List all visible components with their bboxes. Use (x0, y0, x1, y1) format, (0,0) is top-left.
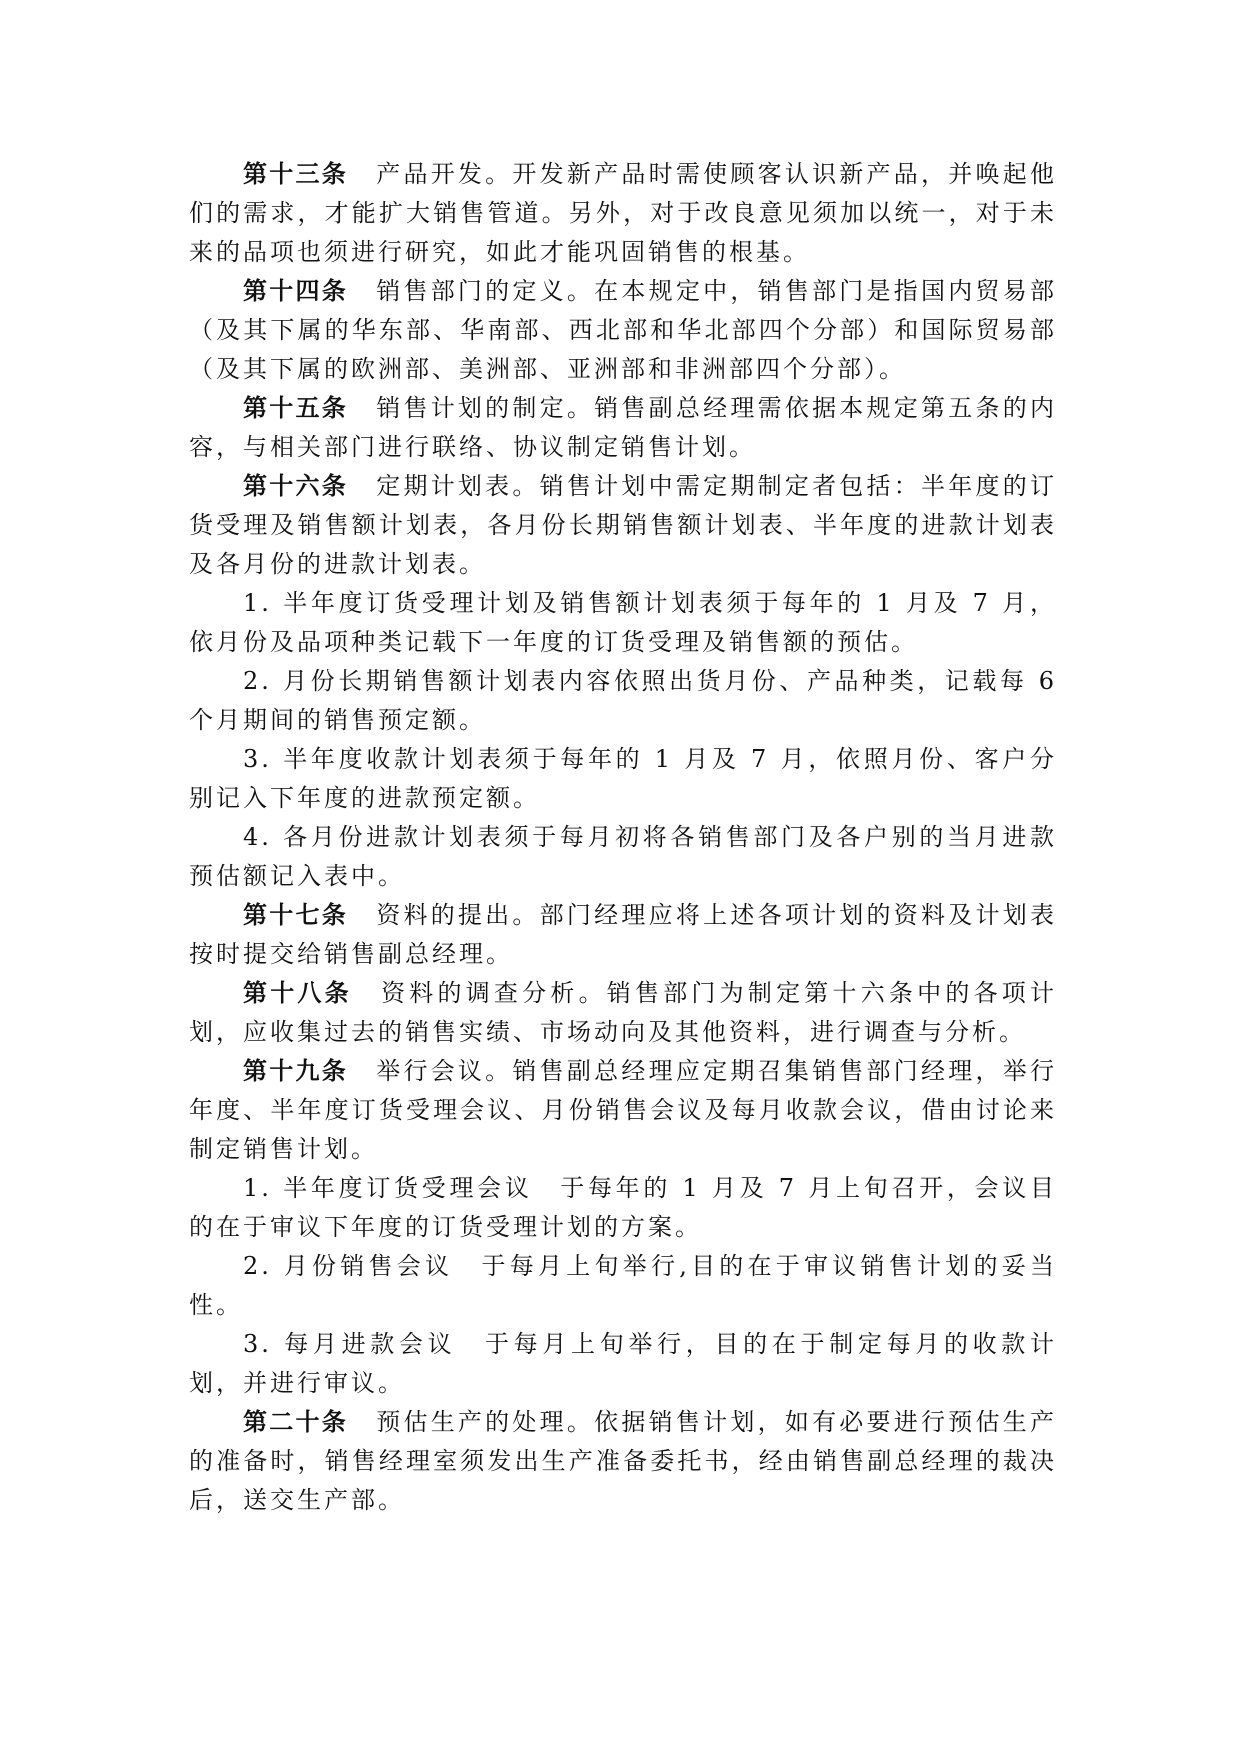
paragraph-text: 销售计划的制定。销售副总经理需依据本规定第五条的内容，与相关部门进行联络、协议制定销售计划。 (189, 394, 1058, 461)
article-number: 第十七条 (243, 901, 348, 929)
list-item-16-4 (189, 818, 1057, 896)
list-item-16-3 (189, 740, 1057, 818)
paragraph-text: 预估生产的处理。依据销售计划，如有必要进行预估生产的准备时，销售经理室须发出生产准备委托书，经由销售副总经理的裁决后，送交生产部。 (189, 1408, 1058, 1514)
paragraph-text: 1. 半年度订货受理计划及销售额计划表须于每年的 1 月及 7 月，依月份及品项种类记载下一年度的订货受理及销售额的预估。 (189, 589, 1057, 656)
paragraph-article-20 (189, 1403, 1057, 1520)
paragraph-text: 定期计划表。销售计划中需定期制定者包括：半年度的订货受理及销售额计划表，各月份长期销售额计划表、半年度的进款计划表及各月份的进款计划表。 (189, 472, 1058, 578)
paragraph-text: 销售部门的定义。在本规定中，销售部门是指国内贸易部（及其下属的华东部、华南部、西北部和华北部四个分部）和国际贸易部（及其下属的欧洲部、美洲部、亚洲部和非洲部四个分部）。 (189, 277, 1058, 383)
paragraph-article-13 (189, 155, 1057, 272)
list-item-16-2 (189, 662, 1057, 740)
paragraph-article-17 (189, 896, 1057, 974)
paragraph-article-15 (189, 389, 1057, 467)
paragraph-article-19 (189, 1052, 1057, 1169)
article-number: 第十六条 (243, 472, 348, 500)
paragraph-text: 资料的调查分析。销售部门为制定第十六条中的各项计划，应收集过去的销售实绩、市场动向及其他资料，进行调查与分析。 (189, 979, 1058, 1046)
paragraph-article-18 (189, 974, 1057, 1052)
article-number: 第十八条 (243, 979, 352, 1007)
paragraph-text: 举行会议。销售副总经理应定期召集销售部门经理，举行年度、半年度订货受理会议、月份销售会议及每月收款会议，借由讨论来制定销售计划。 (189, 1057, 1058, 1163)
article-number: 第十三条 (243, 160, 348, 188)
list-item-19-2 (189, 1247, 1057, 1325)
paragraph-text: 2. 月份销售会议 于每月上旬举行,目的在于审议销售计划的妥当性。 (189, 1252, 1057, 1319)
list-item-19-3 (189, 1325, 1057, 1403)
paragraph-text: 3. 每月进款会议 于每月上旬举行，目的在于制定每月的收款计划，并进行审议。 (189, 1330, 1057, 1397)
article-number: 第十九条 (243, 1057, 348, 1085)
paragraph-text: 产品开发。开发新产品时需使顾客认识新产品，并唤起他们的需求，才能扩大销售管道。另外，对于改良意见须加以统一，对于未来的品项也须进行研究，如此才能巩固销售的根基。 (189, 160, 1058, 266)
article-number: 第十五条 (243, 394, 348, 422)
document-body (189, 155, 1057, 1520)
paragraph-article-16 (189, 467, 1057, 584)
list-item-19-1 (189, 1169, 1057, 1247)
list-item-16-1 (189, 584, 1057, 662)
paragraph-text: 2. 月份长期销售额计划表内容依照出货月份、产品种类，记载每 6 个月期间的销售预定额。 (189, 667, 1057, 734)
article-number: 第二十条 (243, 1408, 348, 1436)
paragraph-text: 4. 各月份进款计划表须于每月初将各销售部门及各户别的当月进款预估额记入表中。 (189, 823, 1057, 890)
paragraph-text: 3. 半年度收款计划表须于每年的 1 月及 7 月，依照月份、客户分别记入下年度的进款预定额。 (189, 745, 1057, 812)
paragraph-article-14 (189, 272, 1057, 389)
paragraph-text: 1. 半年度订货受理会议 于每年的 1 月及 7 月上旬召开，会议目的在于审议下年度的订货受理计划的方案。 (189, 1174, 1057, 1241)
article-number: 第十四条 (243, 277, 348, 305)
paragraph-text: 资料的提出。部门经理应将上述各项计划的资料及计划表按时提交给销售副总经理。 (189, 901, 1058, 968)
